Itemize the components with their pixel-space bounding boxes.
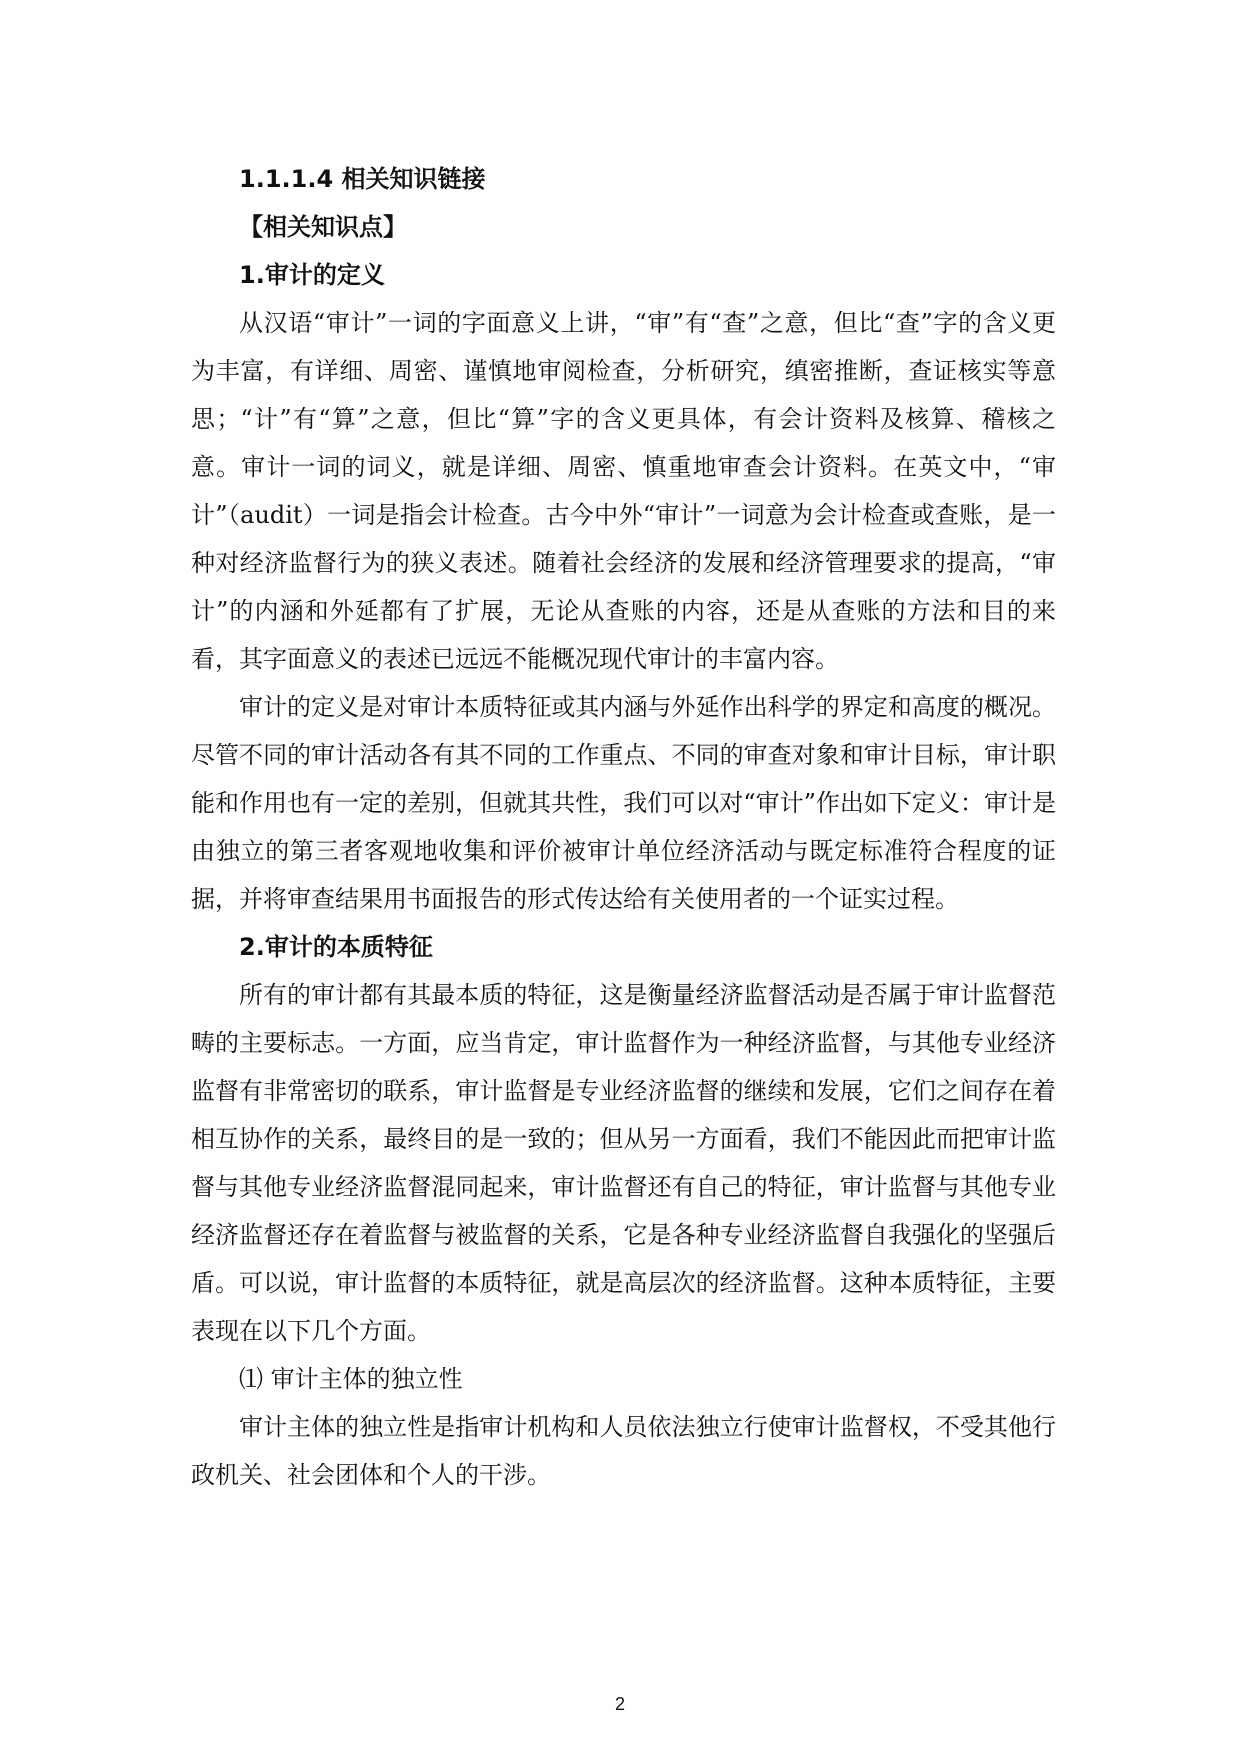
section-1-heading: 1.审计的定义 [239,261,385,289]
section-2-paragraph-1: 所有的审计都有其最本质的特征，这是衡量经济监督活动是否属于审计监督范畴的主要标志。一方面，应当肯定，审计监督作为一种经济监督，与其他专业经济监督有非常密切的联系，审计监督是专业经济监督的继续和发展，它们之间存在着相互协作的关系，最终目的是一致的；但从另一方面看，我们不能因此而把审计监督与其他专业经济监督混同起来，审计监督还有自己的特征，审计监督与其他专业经济监督还存在着监督与被监督的关系，它是各种专业经济监督自我强化的坚强后盾。可以说，审计监督的本质特征，就是高层次的经济监督。这种本质特征，主要表现在以下几个方面。 [191,981,1056,1345]
section-1-paragraph-2: 审计的定义是对审计本质特征或其内涵与外延作出科学的界定和高度的概况。尽管不同的审计活动各有其不同的工作重点、不同的审查对象和审计目标，审计职能和作用也有一定的差别，但就其共性，我们可以对“审计”作出如下定义：审计是由独立的第三者客观地收集和评价被审计单位经济活动与既定标准符合程度的证据，并将审查结果用书面报告的形式传达给有关使用者的一个证实过程。 [191,693,1056,913]
page-number: 2 [614,1694,625,1714]
document-page [191,155,1056,1499]
section-2-subitem-paragraph: 审计主体的独立性是指审计机构和人员依法独立行使审计监督权，不受其他行政机关、社会团体和个人的干涉。 [191,1413,1056,1489]
knowledge-heading: 【相关知识点】 [239,213,407,241]
section-1-paragraph-1: 从汉语“审计”一词的字面意义上讲，“审”有“查”之意，但比“查”字的含义更为丰富，有详细、周密、谨慎地审阅检查，分析研究，缜密推断，查证核实等意思；“计”有“算”之意，但比“算”字的含义更具体，有会计资料及核算、稽核之意。审计一词的词义，就是详细、周密、慎重地审查会计资料。在英文中，“审计”（audit）一词是指会计检查。古今中外“审计”一词意为会计检查或查账，是一种对经济监督行为的狭义表述。随着社会经济的发展和经济管理要求的提高，“审计”的内涵和外延都有了扩展，无论从查账的内容，还是从查账的方法和目的来看，其字面意义的表述已远远不能概况现代审计的丰富内容。 [191,309,1056,673]
section-2-subitem: ⑴ 审计主体的独立性 [239,1365,463,1393]
section-2-heading: 2.审计的本质特征 [239,933,433,961]
section-title: 1.1.1.4 相关知识链接 [239,165,486,193]
